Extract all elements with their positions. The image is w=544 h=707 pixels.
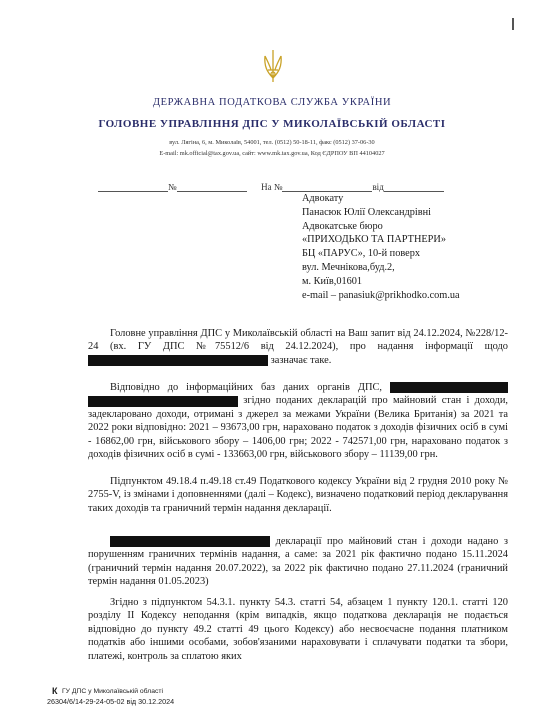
scan-margin-mark [512,18,514,30]
office-name: ГОЛОВНЕ УПРАВЛІННЯ ДПС У МИКОЛАЇВСЬКІЙ ОБЛАСТІ [98,118,446,130]
recipient-block [302,192,460,302]
recipient-line: Адвокату [302,193,344,204]
redaction-block [88,355,268,366]
recipient-email: e-mail – panasiuk@prikhodko.com.ua [302,289,460,301]
trident-icon [262,48,284,84]
paragraph-4: декларації про майновий стан і доходи надано з порушенням граничних термінів надання, а саме: за 2021 рік фактично подано 15.11.2024 (граничний термін надання 20.07.2022), за 2022 рік фактично подано 27.11.2024 (граничний термін надання 01.05.2023) [88,536,508,588]
paragraph-3: Підпунктом 49.18.4 п.49.18 ст.49 Податкового кодексу України від 2 грудня 2010 року № 2755-V, із змінами і доповненнями (далі – Кодекс), визначено податковий період декларування таких доходів та граничний термін надання декларації. [88,476,508,514]
paragraph-1: Головне управління ДПС у Миколаївській області на Ваш запит від 24.12.2024, №228/12-24 (вх. ГУ ДПС №75512/6 від 24.12.2024), про надання інформації щодо зазначає таке. [88,328,508,366]
redaction-block [110,536,270,547]
registration-stamp-letter: К [52,686,58,696]
office-address: вул. Лягіна, 6, м. Миколаїв, 54001, тел. (0512) 50-18-11, факс (0512) 37-06-30 [169,139,375,146]
ref-vid-label: від [372,182,384,192]
ref-no-label: № [168,182,177,192]
registration-stamp-number: 26304/6/14-29-24-05-02 від 30.12.2024 [47,697,175,706]
paragraph-5: Згідно з підпунктом 54.3.1. пункту 54.3. статті 54, абзацем 1 пункту 120.1. статті 120 розділу II Кодексу неподання (крім випадків, якщо податкова декларація не подається відповідно до пункту 49.2 статті 49 цього Кодексу) або несвоєчасне подання платником податків або іншими особами, зобов'язаними нараховувати і сплачувати податки та збори, платежі, контроль за сплатою яких [88,597,508,662]
recipient-line: м. Київ,01601 [302,275,363,287]
paragraph-2: Відповідно до інформаційних баз даних органів ДПС, згідно поданих декларацій про майновий стан і доходи, задекларовано доходи, отримані з джерел за межами України (Велика Британія) за 2021 та 2022 роки відповідно: 2021 – 93673,00 грн, нараховано податок з доходів фізичних осіб в сумі - 16862,00 грн, військового збору – 1406,00 грн; 2022 - 742571,00 грн, нараховано податок з доходів фізичних осіб в сумі - 133663,00 грн, військового збору – 11139,00 грн. [88,382,508,461]
reference-line [98,182,444,192]
agency-name: ДЕРЖАВНА ПОДАТКОВА СЛУЖБА УКРАЇНИ [152,97,392,108]
recipient-line: БЦ «ПАРУС», 10-й поверх [302,248,421,260]
ref-na-label: На № [261,182,283,192]
recipient-line: Панасюк Юлії Олександрівні [302,206,431,218]
recipient-line: «ПРИХОДЬКО ТА ПАРТНЕРИ» [302,234,446,246]
recipient-line: Адвокатське бюро [302,220,383,232]
office-contacts: E-mail: mk.official@tax.gov.ua, сайт: www.mk.tax.gov.ua, Код ЄДРПОУ ВП 44104027 [159,150,385,157]
recipient-line: вул. Мечнікова,буд.2, [302,261,395,273]
registration-stamp-office: ГУ ДПС у Миколаївській області [62,688,164,695]
redaction-block [390,382,508,393]
redaction-block [88,396,238,407]
